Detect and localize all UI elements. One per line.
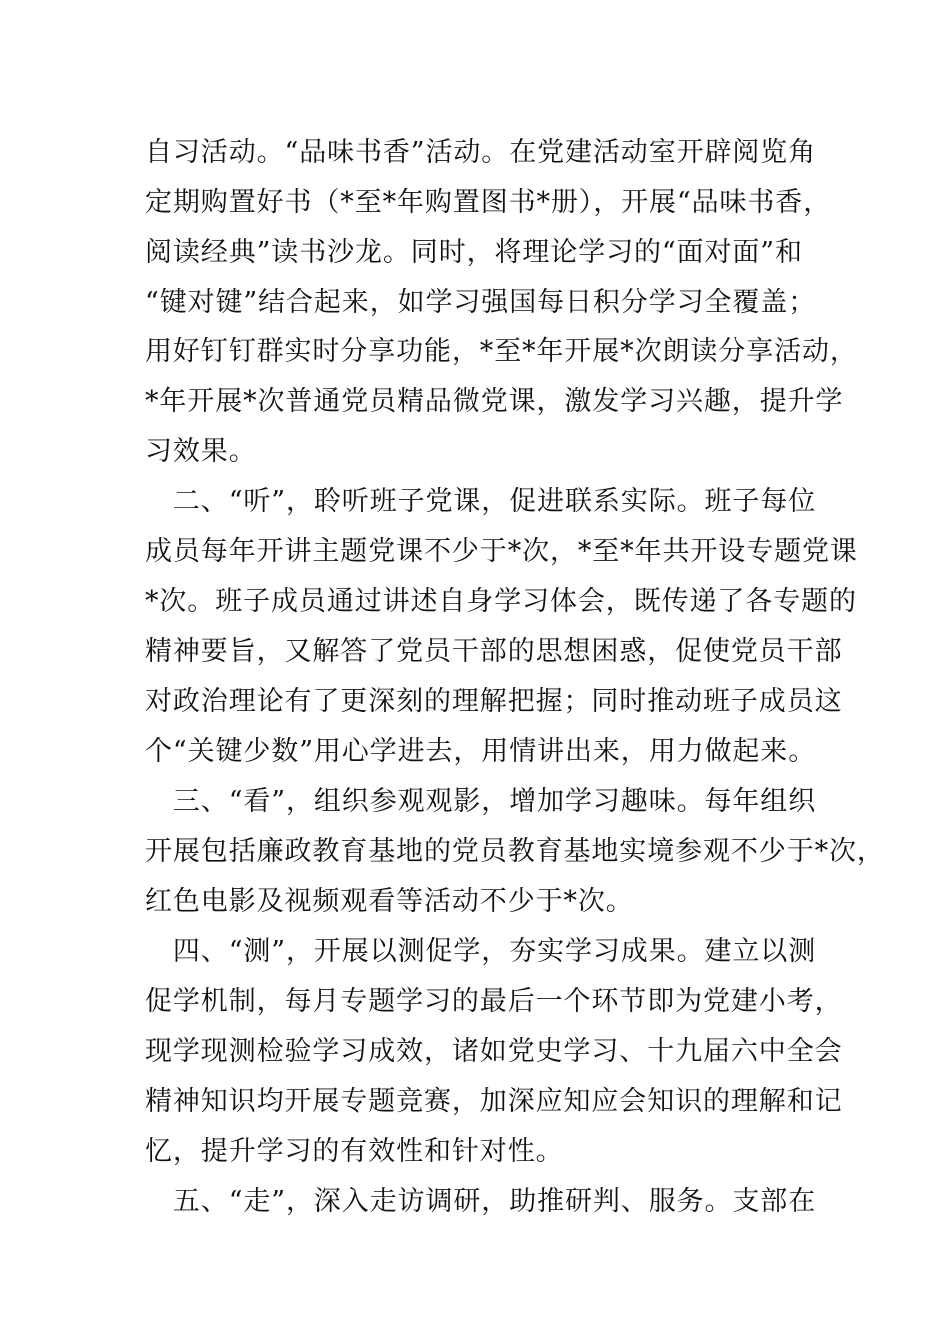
text-line: 促学机制，每月专题学习的最后一个环节即为党建小考， [145, 986, 843, 1017]
text-line: 红色电影及视频观看等活动不少于*次。 [145, 886, 634, 917]
paragraph-4-line: 四、“测”，开展以测促学，夯实学习成果。建立以测 [145, 936, 817, 967]
text-line: 精神要旨，又解答了党员干部的思想困惑，促使党员干部 [145, 636, 843, 667]
text-line: 现学现测检验学习成效，诸如党史学习、十九届六中全会 [145, 1036, 843, 1067]
paragraph-2-line: 二、“听”，聆听班子党课，促进联系实际。班子每位 [145, 486, 817, 517]
text-line: 成员每年开讲主题党课不少于*次，*至*年共开设专题党课 [145, 536, 858, 567]
text-line: 习效果。 [145, 436, 257, 467]
text-line: 自习活动。“品味书香”活动。在党建活动室开辟阅览角 [145, 137, 817, 168]
text-line: 对政治理论有了更深刻的理解把握；同时推动班子成员这 [145, 686, 843, 717]
text-line: *次。班子成员通过讲述自身学习体会，既传递了各专题的 [145, 586, 857, 617]
text-line: 忆，提升学习的有效性和针对性。 [145, 1136, 564, 1167]
paragraph-5-line: 五、“走”，深入走访调研，助推研判、服务。支部在 [145, 1186, 817, 1217]
text-line: 用好钉钉群实时分享功能，*至*年开展*次朗读分享活动， [145, 336, 858, 367]
text-line: 定期购置好书（*至*年购置图书*册），开展“品味书香， [145, 187, 832, 218]
text-line: 个“关键少数”用心学进去，用情讲出来，用力做起来。 [145, 736, 817, 767]
text-line: 阅读经典”读书沙龙。同时，将理论学习的“面对面”和 [145, 237, 803, 268]
paragraph-3-line: 三、“看”，组织参观观影，增加学习趣味。每年组织 [145, 786, 817, 817]
text-line: *年开展*次普通党员精品微党课，激发学习兴趣，提升学 [145, 386, 844, 417]
text-line: “键对键”结合起来，如学习强国每日积分学习全覆盖； [145, 287, 817, 318]
text-line: 精神知识均开展专题竞赛，加深应知应会知识的理解和记 [145, 1086, 843, 1117]
text-line: 开展包括廉政教育基地的党员教育基地实境参观不少于*次， [145, 836, 885, 867]
